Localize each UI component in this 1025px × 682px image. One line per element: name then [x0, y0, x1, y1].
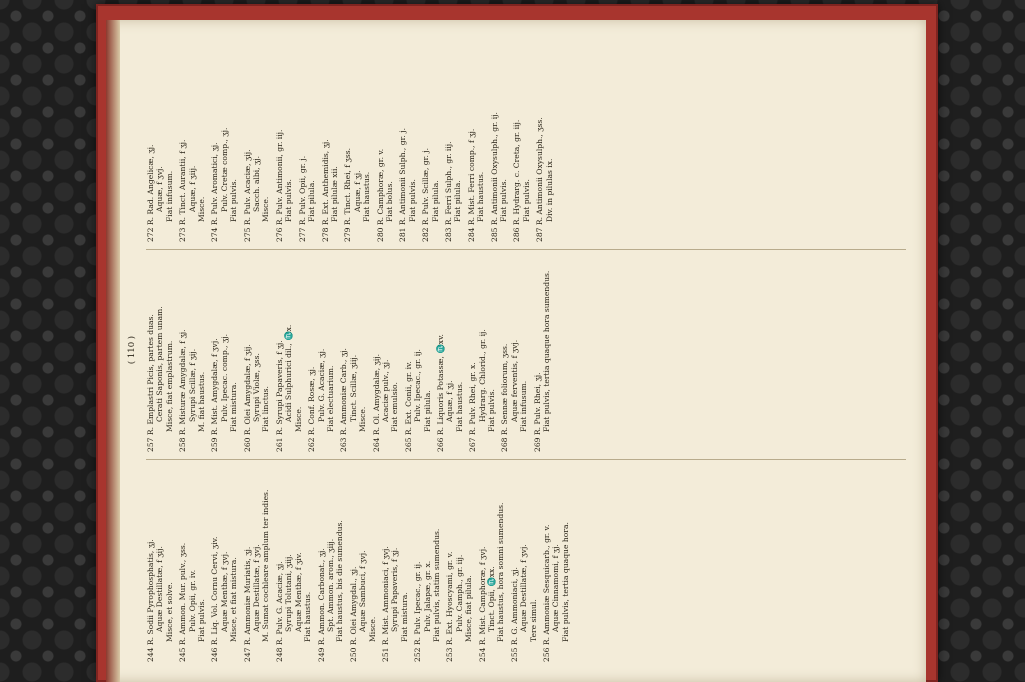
prescription-line: Misce.: [367, 616, 377, 642]
prescription-line: Fiat pulvis.: [521, 179, 531, 222]
prescription-line: Syrupi Violæ, ʒss.: [252, 353, 262, 422]
prescription-entry: [146, 264, 174, 452]
prescription-entry: [535, 54, 554, 242]
prescription-line: M. fiat haustus.: [197, 371, 207, 432]
prescription-heading: 286 R. Hydrarg. c. Creta, gr. iij.: [512, 119, 522, 242]
prescription-line: Aquæ Menthæ, f ʒiv.: [293, 552, 303, 632]
prescription-heading: 256 R. Ammoniæ Sesquicarb., gr. v.: [542, 524, 552, 662]
prescription-line: Aquæ Menthæ, f ʒvj.: [219, 551, 229, 632]
prescription-line: Tinct. Opii, ♏xx.: [487, 566, 496, 632]
prescription-heading: 277 R. Pulv. Opii, gr. j.: [297, 155, 307, 242]
prescription-heading: 259 R. Mist. Amygdalæ, f ʒvj.: [210, 338, 220, 452]
prescription-entry: [210, 474, 238, 662]
prescription-line: Div. in pilulas ix.: [544, 158, 554, 222]
text-column-right: [146, 54, 916, 242]
prescription-heading: 246 R. Liq. Vol. Cornu Cervi, ʒiv.: [210, 536, 220, 662]
prescription-line: Fiat pilula.: [307, 180, 317, 222]
prescription-line: Fiat mistura.: [399, 592, 409, 642]
prescription-heading: 278 R. Ext. Anthemidis, ʒj.: [320, 139, 330, 242]
prescription-line: Syrupi Tolutani, ʒiij.: [284, 554, 294, 632]
prescription-entry: [298, 54, 317, 242]
prescription-entry: [533, 264, 552, 452]
prescription-line: Fiat pilula.: [430, 180, 440, 222]
prescription-entry: [445, 474, 473, 662]
prescription-heading: 275 R. Pulv. Acaciæ, ʒij.: [242, 149, 252, 242]
prescription-line: Acaciæ pulv., ʒj.: [380, 359, 390, 422]
prescription-entry: [381, 474, 409, 662]
prescription-line: Pulv. Opii, gr. iv.: [187, 569, 197, 632]
prescription-line: Fiat pulvis.: [407, 179, 417, 222]
prescription-line: Misce.: [358, 406, 368, 432]
prescription-heading: 261 R. Syrupi Papaveris, f ʒj.: [274, 340, 284, 452]
prescription-heading: 260 R. Olei Amygdalæ, f ʒij.: [242, 344, 252, 452]
prescription-line: Aquæ Destillatæ, f ʒvj.: [519, 544, 529, 632]
prescription-line: Fiat pulvis.: [284, 179, 294, 222]
prescription-line: Cerati Saponis, partem unam.: [155, 306, 165, 422]
prescription-entry: [398, 54, 417, 242]
prescription-heading: 276 R. Pulv. Antimonii, gr. iij.: [274, 129, 284, 242]
prescription-heading: 251 R. Mist. Ammoniaci, f ʒvj.: [380, 546, 390, 662]
prescription-line: Misce, et solve.: [164, 582, 174, 642]
prescription-entry: [275, 54, 294, 242]
text-column-middle: [146, 264, 916, 452]
prescription-entry: [178, 264, 206, 452]
prescription-heading: 252 R. Pulv. Ipecac., gr. ij.: [413, 561, 423, 662]
prescription-line: Aquæ Destillatæ, f ʒvj.: [252, 544, 262, 632]
prescription-entry: [467, 54, 486, 242]
column-divider: [146, 249, 906, 250]
prescription-line: Fiat haustus.: [303, 591, 313, 642]
prescription-entry: [349, 474, 377, 662]
prescription-line: Pulv. Ipecac., gr. ij.: [413, 349, 423, 422]
prescription-heading: 262 R. Conf. Rosæ, ʒj.: [307, 366, 317, 452]
page-gutter: [106, 20, 120, 682]
prescription-line: Fiat haustus, bis die sumendus.: [335, 520, 345, 642]
prescription-entry: [210, 264, 238, 452]
prescription-heading: 265 R. Ext. Conii, gr. iv.: [403, 361, 413, 452]
prescription-entry: [436, 264, 464, 452]
prescription-line: Fiat pilulæ xii.: [329, 166, 339, 222]
prescription-heading: 244 R. Sodii Pyrophosphatis, ʒj.: [146, 539, 155, 662]
prescription-heading: 280 R. Camphoræ, gr. v.: [375, 148, 385, 242]
prescription-line: Fiat bolus.: [384, 181, 394, 222]
prescription-line: Fiat infusum.: [519, 380, 529, 432]
prescription-entry: [146, 54, 174, 242]
prescription-entry: [542, 474, 570, 662]
prescription-entry: [178, 474, 206, 662]
prescription-line: Fiat pulvis, tertia quaque hora sumendus.: [542, 270, 552, 432]
prescription-entry: [243, 54, 271, 242]
prescription-entry: [275, 474, 313, 662]
prescription-entry: [500, 264, 528, 452]
prescription-entry: [243, 264, 271, 452]
prescription-heading: 268 R. Sennæ foliorum, ʒss.: [500, 343, 510, 452]
prescription-heading: 249 R. Ammon. Carbonat., ʒj.: [316, 548, 326, 662]
prescription-line: Fiat pulvis.: [499, 179, 508, 222]
prescription-line: Syrupi Papaveris, f ʒj.: [390, 547, 400, 632]
prescription-line: Pulv. G. Acaciæ, ʒj.: [316, 348, 326, 422]
prescription-line: Aquæ Destillatæ, f ʒij.: [155, 546, 165, 632]
text-column-left: [146, 474, 916, 662]
prescription-entry: [512, 54, 531, 242]
prescription-line: Misce, fiat pilula.: [464, 575, 474, 642]
prescription-heading: 266 R. Liquoris Potassæ, ♏xv.: [435, 334, 445, 452]
prescription-line: Misce.: [261, 196, 271, 222]
prescription-line: Fiat pilula.: [422, 390, 432, 432]
prescription-entry: [178, 54, 206, 242]
prescription-entry: [421, 54, 440, 242]
prescription-heading: 269 R. Pulv. Rhei, ʒj.: [532, 372, 542, 452]
prescription-line: Fiat pilula.: [453, 180, 463, 222]
prescription-line: Acidi Sulphurici dil., ♏x.: [284, 324, 294, 422]
prescription-heading: 273 R. Tinct. Aurantii, f ʒj.: [178, 139, 188, 242]
prescription-entry: [317, 474, 345, 662]
prescription-line: Fiat pulvis.: [487, 389, 496, 432]
prescription-entry: [404, 264, 432, 452]
prescription-entry: [372, 264, 400, 452]
prescription-entry: [275, 264, 303, 452]
prescription-heading: 284 R. Mist. Ferri comp., f ʒj.: [466, 128, 476, 242]
prescription-line: Aquæ, f ʒj.: [352, 170, 362, 212]
prescription-heading: 250 R. Olei Amygdal., ʒj.: [348, 566, 358, 662]
prescription-line: Fiat infusum.: [164, 170, 174, 222]
prescription-line: Aquæ, f ʒvj.: [155, 166, 165, 212]
page-number: ( 110 ): [127, 335, 137, 365]
prescription-line: Tere simul.: [528, 599, 538, 642]
rotated-page-content: [128, 32, 918, 668]
prescription-heading: 247 R. Ammoniæ Muriatis, ʒj.: [242, 546, 252, 662]
prescription-entry: [413, 474, 441, 662]
prescription-line: Misce.: [197, 196, 207, 222]
prescription-heading: 264 R. Ol. Amygdalæ, ʒij.: [371, 353, 381, 452]
prescription-line: Fiat pulvis, tertia quaque hora.: [560, 522, 570, 642]
prescription-line: M. Sumat cochleare amplum ter indies.: [261, 489, 271, 642]
prescription-heading: 279 R. Tinct. Rhei, f ʒss.: [343, 147, 353, 242]
prescription-entry: [339, 264, 367, 452]
prescription-line: Misce, et fiat mistura.: [229, 557, 239, 642]
prescription-entry: [510, 474, 538, 662]
prescription-heading: 248 R. Pulv. G. Acaciæ, ʒj.: [274, 561, 284, 662]
prescription-heading: 283 R. Ferri Sulph., gr. iij.: [443, 141, 453, 242]
prescription-line: Fiat electuarium.: [325, 365, 335, 432]
prescription-entry: [146, 474, 174, 662]
prescription-line: Syrupi Scillæ, f ʒij.: [187, 348, 197, 422]
prescription-heading: 281 R. Antimonii Sulph., gr. j.: [398, 127, 408, 242]
prescription-entry: [478, 474, 506, 662]
prescription-line: Hydrarg. Chlorid., gr. ij.: [477, 329, 487, 422]
prescription-heading: 255 R. G. Ammoniaci, ʒj.: [509, 567, 519, 662]
prescription-line: Pulv. Ipecac. comp., ʒj.: [219, 333, 229, 422]
prescription-heading: 253 R. Ext. Hyoscyami, gr. v.: [445, 551, 455, 662]
prescription-entry: [343, 54, 371, 242]
prescription-entry: [210, 54, 238, 242]
prescription-heading: 263 R. Ammoniæ Carb., ʒj.: [339, 348, 349, 452]
prescription-line: Aquæ Cinnamomi, f ʒj.: [551, 544, 561, 632]
book-page: [106, 20, 926, 682]
prescription-entry: [444, 54, 463, 242]
prescription-entry: [376, 54, 395, 242]
prescription-line: Fiat pulvis.: [229, 179, 239, 222]
prescription-line: Tinct. Scillæ, ʒiij.: [348, 354, 358, 422]
prescription-line: Pulv. Jalapæ, gr. x.: [422, 560, 432, 632]
prescription-line: Fiat haustus, hora somni sumendus.: [496, 502, 506, 642]
prescription-entry: [243, 474, 271, 662]
prescription-line: Aquæ, f ʒiij.: [187, 165, 197, 212]
prescription-heading: 267 R. Pulv. Rhei, gr. x.: [468, 362, 478, 452]
prescription-line: Fiat haustus.: [362, 171, 372, 222]
column-divider: [146, 459, 906, 460]
prescription-line: Fiat linctus.: [261, 386, 271, 432]
prescription-line: Aquæ ferventis, f ʒvj.: [509, 339, 519, 422]
prescription-line: Fiat pulvis.: [197, 599, 207, 642]
prescription-heading: 245 R. Ammon. Mur. pulv., ʒss.: [178, 542, 188, 662]
prescription-line: Pulv. Camph., gr. iij.: [454, 554, 464, 632]
prescription-line: Misce, fiat emplastrum.: [164, 340, 174, 432]
prescription-heading: 274 R. Pulv. Aromatici, ʒj.: [210, 142, 220, 242]
prescription-line: Spt. Ammon. arom., ʒiij.: [325, 538, 335, 632]
prescription-line: Fiat pulvis, statim sumendus.: [431, 528, 441, 642]
prescription-heading: 282 R. Pulv. Scillæ, gr. j.: [421, 147, 431, 242]
prescription-line: Fiat haustus.: [476, 171, 486, 222]
prescription-entry: [468, 264, 496, 452]
prescription-line: Fiat haustus.: [454, 381, 464, 432]
prescription-entry: [490, 54, 509, 242]
prescription-heading: 287 R. Antimonii Oxysulph., ʒss.: [535, 117, 545, 242]
prescription-entry: [321, 54, 340, 242]
prescription-entry: [307, 264, 335, 452]
prescription-heading: 257 R. Emplastri Picis, partes duas.: [146, 314, 155, 452]
prescription-heading: 285 R. Antimonii Oxysulph., gr. ij.: [489, 112, 499, 242]
prescription-heading: 254 R. Mist. Camphoræ, f ʒvj.: [477, 546, 487, 662]
prescription-line: Fiat emulsio.: [390, 382, 400, 432]
prescription-line: Sacch. albi, ʒj.: [252, 155, 262, 212]
prescription-line: Aquæ, f ʒj.: [445, 380, 455, 422]
prescription-line: Aquæ Sambuci, f ʒvj.: [358, 550, 368, 632]
prescription-line: Fiat mistura.: [229, 382, 239, 432]
prescription-heading: 258 R. Misturæ Amygdalæ, f ʒj.: [178, 329, 188, 452]
prescription-line: Misce.: [293, 406, 303, 432]
prescription-line: Pulv. Cretæ comp., ʒj.: [219, 127, 229, 212]
prescription-heading: 272 R. Rad. Angelicæ, ʒj.: [146, 144, 155, 242]
